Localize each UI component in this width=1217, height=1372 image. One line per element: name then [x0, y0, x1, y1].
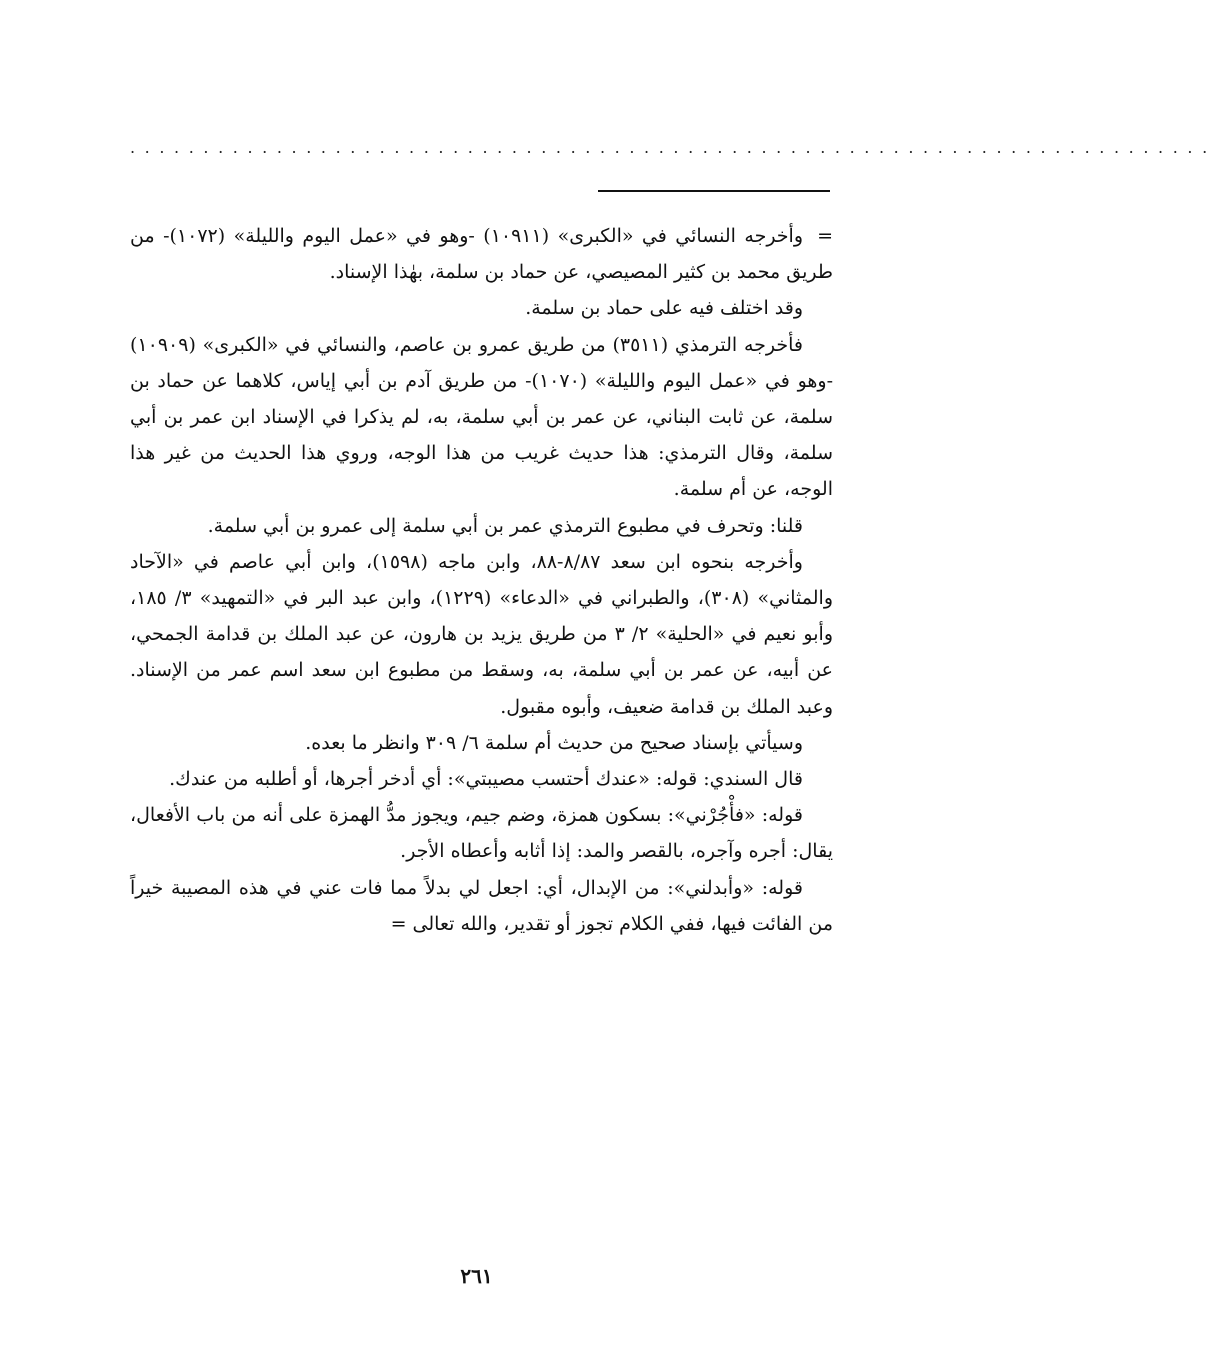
paragraph-6: وسيأتي بإسناد صحيح من حديث أم سلمة ٦/ ٣٠٩ وانظر ما بعده. [305, 731, 803, 754]
continuation-mark: = [817, 225, 834, 247]
paragraph-8: قوله: «فأْجُرْني»: بسكون همزة، وضم جيم، ويجوز مدُّ الهمزة على أنه من باب الأفعال، يقال: أجره وآجره، بالقصر والمد: إذا أثابه وأعطاه الأجر. [130, 804, 833, 863]
separator-dots: .......................................................................... [130, 138, 1217, 157]
paragraph-2: وقد اختلف فيه على حماد بن سلمة. [525, 297, 803, 320]
paragraph-1 [130, 218, 833, 290]
paragraph-3: فأخرجه الترمذي (٣٥١١) من طريق عمرو بن عاصم، والنسائي في «الكبرى» (١٠٩٠٩) -وهو في «عمل اليوم والليلة» (١٠٧٠)- من طريق آدم بن أبي إياس، كلاهما عن حماد بن سلمة، عن ثابت البناني، عن عمر بن أبي سلمة، به، لم يذكرا في الإسناد ابن عمر بن أبي سلمة، وقال الترمذي: هذا حديث غريب من هذا الوجه، وروي هذا الحديث من غير هذا الوجه، عن أم سلمة. [130, 333, 833, 501]
paragraph-7: قال السندي: قوله: «عندك أحتسب مصيبتي»: أي أدخر أجرها، أو أطلبه من عندك. [169, 768, 803, 791]
page-number: ٢٦١ [460, 1264, 493, 1288]
paragraph-9: قوله: «وأبدلني»: من الإبدال، أي: اجعل لي بدلاً مما فات عني في هذه المصيبة خيراً من الفائت فيها، ففي الكلام تجوز أو تقدير، والله تعالى = [130, 876, 833, 935]
paragraph-1-text: وأخرجه النسائي في «الكبرى» (١٠٩١١) -وهو في «عمل اليوم والليلة» (١٠٧٢)- من طريق محمد بن كثير المصيصي، عن حماد بن سلمة، بهٰذا الإسناد. [130, 225, 833, 284]
paragraph-5: وأخرجه بنحوه ابن سعد ٨/٨٧-٨٨، وابن ماجه (١٥٩٨)، وابن أبي عاصم في «الآحاد والمثاني» (٣٠٨)، والطبراني في «الدعاء» (١٢٢٩)، وابن عبد البر في «التمهيد» ٣/ ١٨٥، وأبو نعيم في «الحلية» ٢/ ٣ من طريق يزيد بن هارون، عن عبد الملك بن قدامة الجمحي، عن أبيه، عن عمر بن أبي سلمة، به، وسقط من مطبوع ابن سعد اسم عمر من الإسناد. وعبد الملك بن قدامة ضعيف، وأبوه مقبول. [130, 550, 834, 718]
paragraph-4: قلنا: وتحرف في مطبوع الترمذي عمر بن أبي سلمة إلى عمرو بن أبي سلمة. [207, 514, 803, 537]
footnote-rule [598, 190, 830, 192]
footnote-text [130, 218, 833, 942]
